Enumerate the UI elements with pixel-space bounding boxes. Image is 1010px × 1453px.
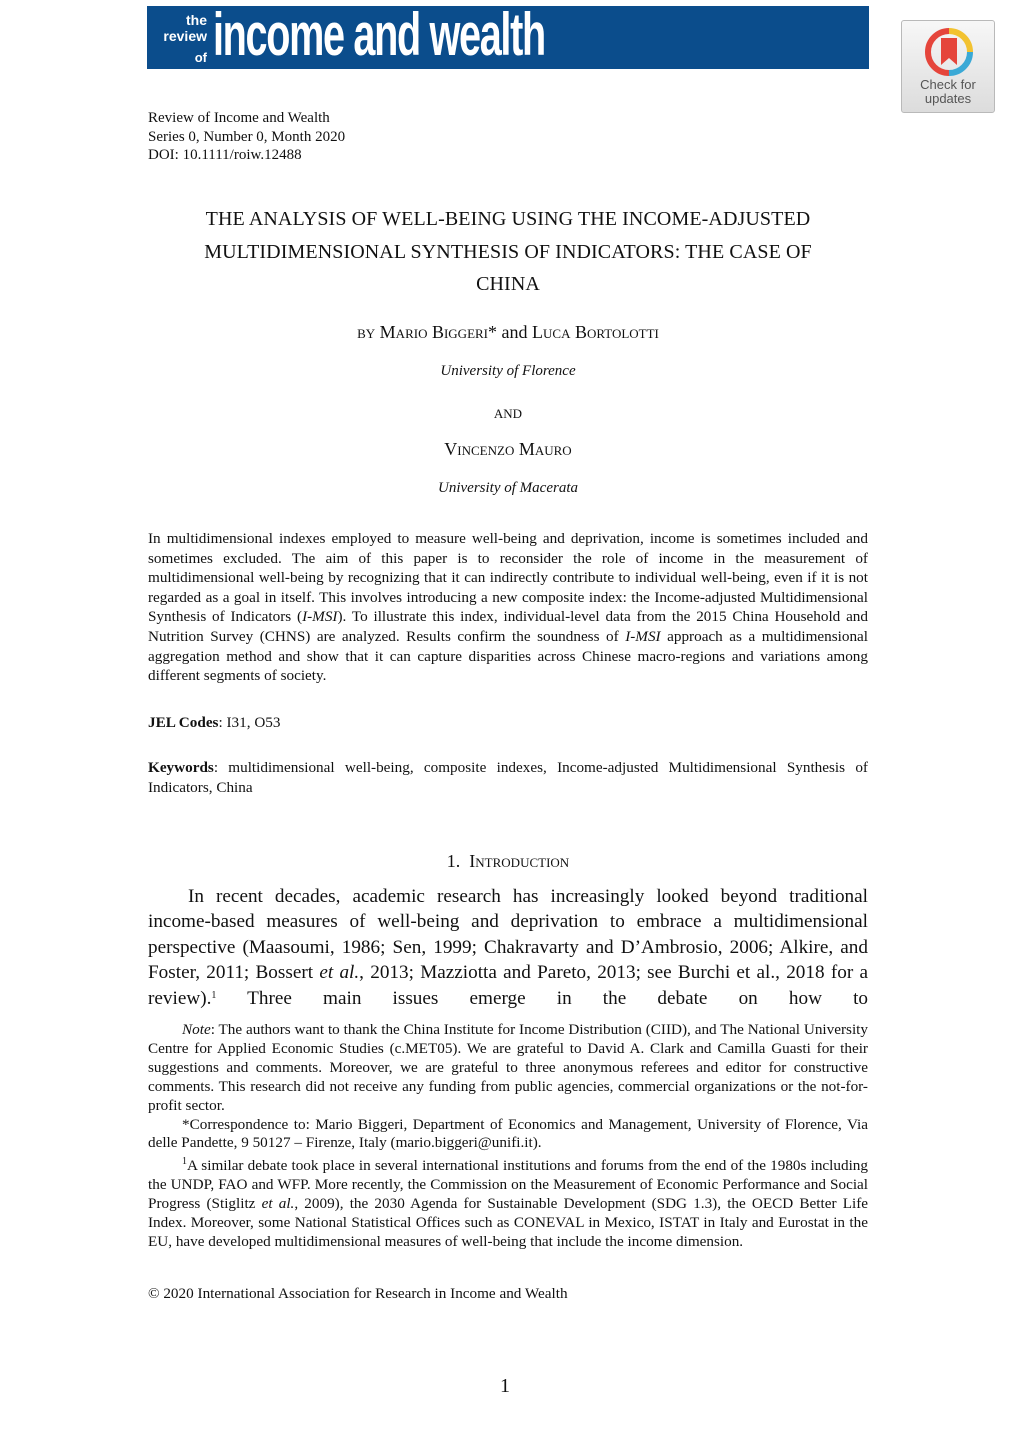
logo-income-and-wealth: income and wealth [213, 6, 545, 68]
correspondence-note: *Correspondence to: Mario Biggeri, Department of Economics and Management, University of Florence, Via delle Pandette, 9 50127 – Firenze, Italy (mario.biggeri@unifi.it). [148, 1115, 868, 1152]
logo-review: review [163, 28, 207, 44]
and-separator: and [493, 402, 523, 422]
doi: DOI: 10.1111/roiw.12488 [148, 147, 302, 163]
logo-the: the [186, 12, 207, 28]
crossmark-icon [924, 27, 974, 77]
affiliation-macerata: University of Macerata [438, 480, 578, 496]
copyright: © 2020 International Association for Research in Income and Wealth [148, 1285, 568, 1302]
author-biggeri: Mario Biggeri [379, 322, 489, 342]
keywords: Keywords: multidimensional well-being, composite indexes, Income-adjusted Multidimensional Synthesis of Indicators, China [148, 759, 868, 796]
introduction-paragraph: In recent decades, academic research has increasingly looked beyond traditional income-based measures of well-being and deprivation to embrace a multidimensional perspective (Maasoumi, 1986; Sen, 1999; Chakravarty and D’Ambrosio, 2006; Alkire, and Foster, 2011; Bossert et al., 2013; Mazziotta and Pareto, 2013; see Burchi et al., 2018 for a review).$^1$ Three main issues emerge in the debate on how to [148, 886, 868, 1009]
title-line-2: MULTIDIMENSIONAL SYNTHESIS OF INDICATORS: THE CASE OF [204, 240, 812, 263]
logo-of: of [194, 50, 207, 65]
article-title [147, 203, 869, 301]
author-mauro: Vincenzo Mauro [444, 439, 572, 459]
check-for-updates-badge[interactable] [901, 20, 995, 113]
badge-label: Check for updates [920, 77, 976, 106]
affiliation-florence: University of Florence [440, 363, 576, 379]
footnote-1: $^1$A similar debate took place in several international institutions and forums from the end of the 1980s including the UNDP, FAO and WFP. More recently, the Commission on the Measurement of Economic Performance and Social Progress (Stiglitz et al., 2009), the 2030 Agenda for Sustainable Development (SDG 1.3), the OECD Better Life Index. Moreover, some National Statistical Offices such as CONEVAL in Mexico, ISTAT in Italy and Eurostat in the EU, have developed multidimensional measures of well-being that include the income dimension. [148, 1156, 869, 1250]
journal-metadata [148, 109, 345, 165]
title-line-3: CHINA [476, 273, 540, 295]
section-heading: 1. Introduction [446, 851, 570, 871]
abstract: In multidimensional indexes employed to measure well-being and deprivation, income is sometimes included and sometimes excluded. The aim of this paper is to reconsider the role of income in the measurement of multidimensional well-being by recognizing that it can indirectly contribute to individual well-being, even if it is not regarded as a goal in itself. This involves introducing a new composite index: the Income-adjusted Multidimensional Synthesis of Indicators (I-MSI). To illustrate this index, individual-level data from the 2015 China Household and Nutrition Survey (CHNS) are analyzed. Results confirm the soundness of I-MSI approach as a multidimensional aggregation method and show that it can capture disparities across Chinese macro-regions and variations among different segments of society. [148, 530, 868, 685]
author-line: by Mario Biggeri* and Luca Bortolotti [357, 322, 659, 342]
page-number: 1 [500, 1375, 510, 1397]
journal-name: Review of Income and Wealth [148, 110, 330, 126]
title-line-1: THE ANALYSIS OF WELL-BEING USING THE INCOME-ADJUSTED [205, 208, 811, 230]
journal-banner [147, 6, 869, 69]
jel-codes: JEL Codes: I31, O53 [148, 714, 281, 731]
author-bortolotti: Luca Bortolotti [532, 322, 659, 342]
footnotes [148, 1021, 868, 1252]
acknowledgement-note: Note: The authors want to thank the China Institute for Income Distribution (CIID), and The National University Centre for Applied Economic Studies (c.MET05). We are grateful to David A. Clark and Camilla Guasti for their suggestions and comments. Moreover, we are grateful to three anonymous referees and editor for constructive comments. This research did not receive any funding from public agencies, commercial organizations or the not-for-profit sector. [148, 1021, 868, 1114]
series-info: Series 0, Number 0, Month 2020 [148, 128, 346, 145]
footnote-ref-1[interactable]: 1 [211, 989, 217, 1001]
